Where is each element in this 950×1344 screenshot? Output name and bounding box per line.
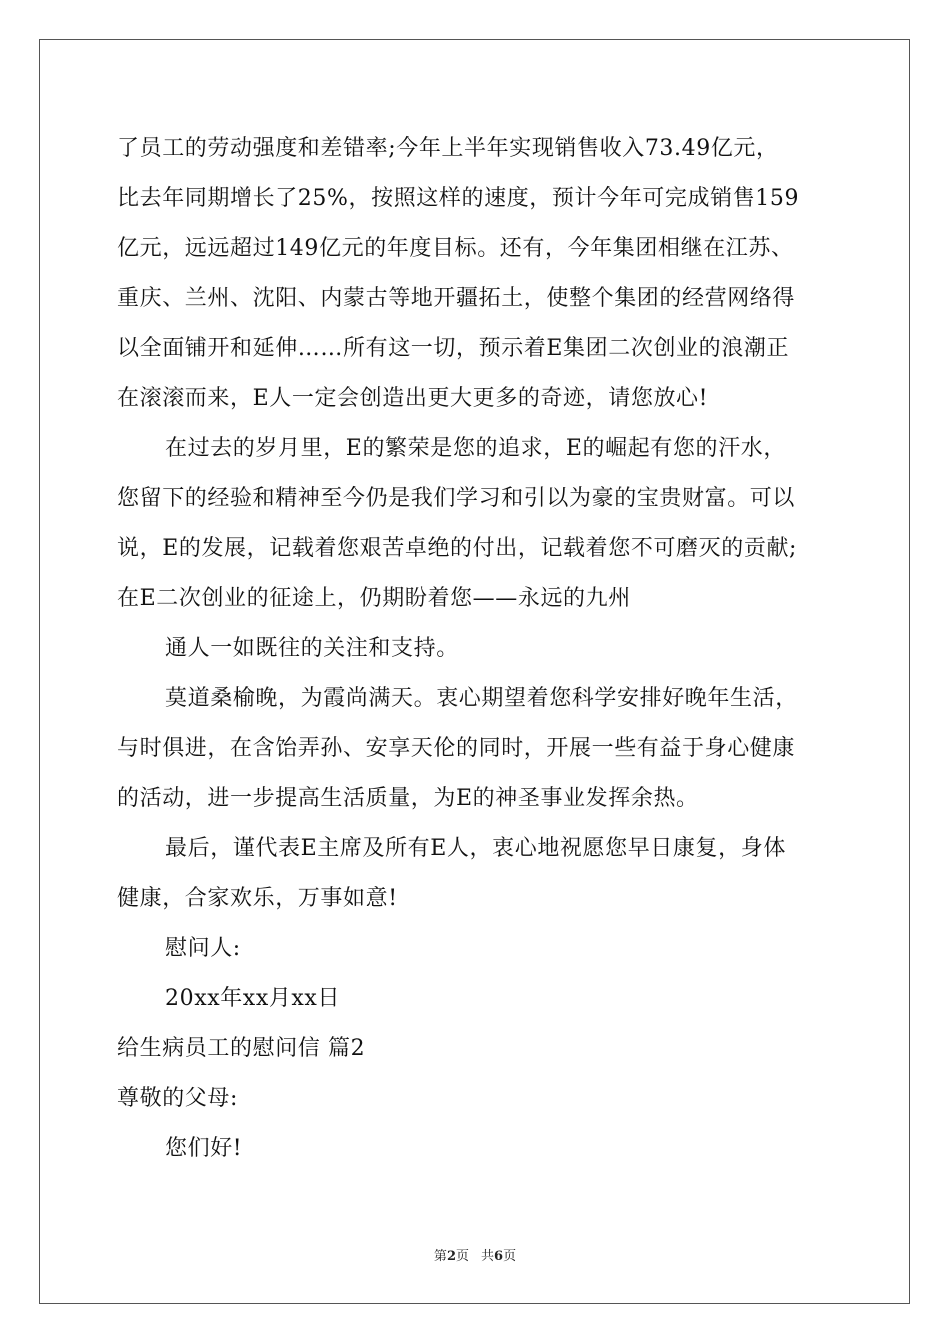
signature-label: 慰问人: xyxy=(165,936,241,961)
section-heading: 给生病员工的慰问信 篇2 xyxy=(117,1036,366,1061)
body-line: 了员工的劳动强度和差错率;今年上半年实现销售收入73.49亿元， xyxy=(117,136,779,161)
paragraph-start-line: 通人一如既往的关注和支持。 xyxy=(165,636,459,661)
page-prefix: 第 xyxy=(433,1249,447,1264)
body-line: 比去年同期增长了25%，按照这样的速度，预计今年可完成销售159 xyxy=(117,186,800,211)
total-prefix: 共 xyxy=(481,1249,495,1264)
paragraph-start-line: 最后，谨代表E主席及所有E人，衷心地祝愿您早日康复，身体 xyxy=(165,836,786,861)
page-suffix: 页 xyxy=(455,1249,469,1264)
body-line: 的活动，进一步提高生活质量，为E的神圣事业发挥余热。 xyxy=(117,786,699,811)
page-total: 6 xyxy=(494,1249,504,1264)
paragraph-start-line: 在过去的岁月里，E的繁荣是您的追求，E的崛起有您的汗水， xyxy=(165,436,786,461)
body-line: 重庆、兰州、沈阳、内蒙古等地开疆拓土，使整个集团的经营网络得 xyxy=(117,286,796,311)
page-footer xyxy=(0,1245,950,1264)
paragraph-start-line: 莫道桑榆晚，为霞尚满天。衷心期望着您科学安排好晚年生活， xyxy=(165,686,798,711)
body-line: 亿元，远远超过149亿元的年度目标。还有，今年集团相继在江苏、 xyxy=(117,236,794,261)
signature-date: 20xx年xx月xx日 xyxy=(165,986,341,1011)
total-suffix: 页 xyxy=(503,1249,517,1264)
body-line: 在滚滚而来，E人一定会创造出更大更多的奇迹，请您放心! xyxy=(117,386,709,411)
body-line: 说，E的发展，记载着您艰苦卓绝的付出，记载着您不可磨灭的贡献; xyxy=(117,536,798,561)
body-line: 您留下的经验和精神至今仍是我们学习和引以为豪的宝贵财富。可以 xyxy=(117,486,796,511)
body-line: 以全面铺开和延伸……所有这一切，预示着E集团二次创业的浪潮正 xyxy=(117,336,790,361)
letter-body xyxy=(117,124,837,1174)
salutation: 尊敬的父母: xyxy=(117,1086,239,1111)
page-current: 2 xyxy=(446,1249,456,1264)
greeting: 您们好! xyxy=(165,1136,243,1161)
body-line: 在E二次创业的征途上，仍期盼着您——永远的九州 xyxy=(117,586,631,611)
body-line: 与时俱进，在含饴弄孙、安享天伦的同时，开展一些有益于身心健康 xyxy=(117,736,796,761)
body-line: 健康，合家欢乐，万事如意! xyxy=(117,886,398,911)
